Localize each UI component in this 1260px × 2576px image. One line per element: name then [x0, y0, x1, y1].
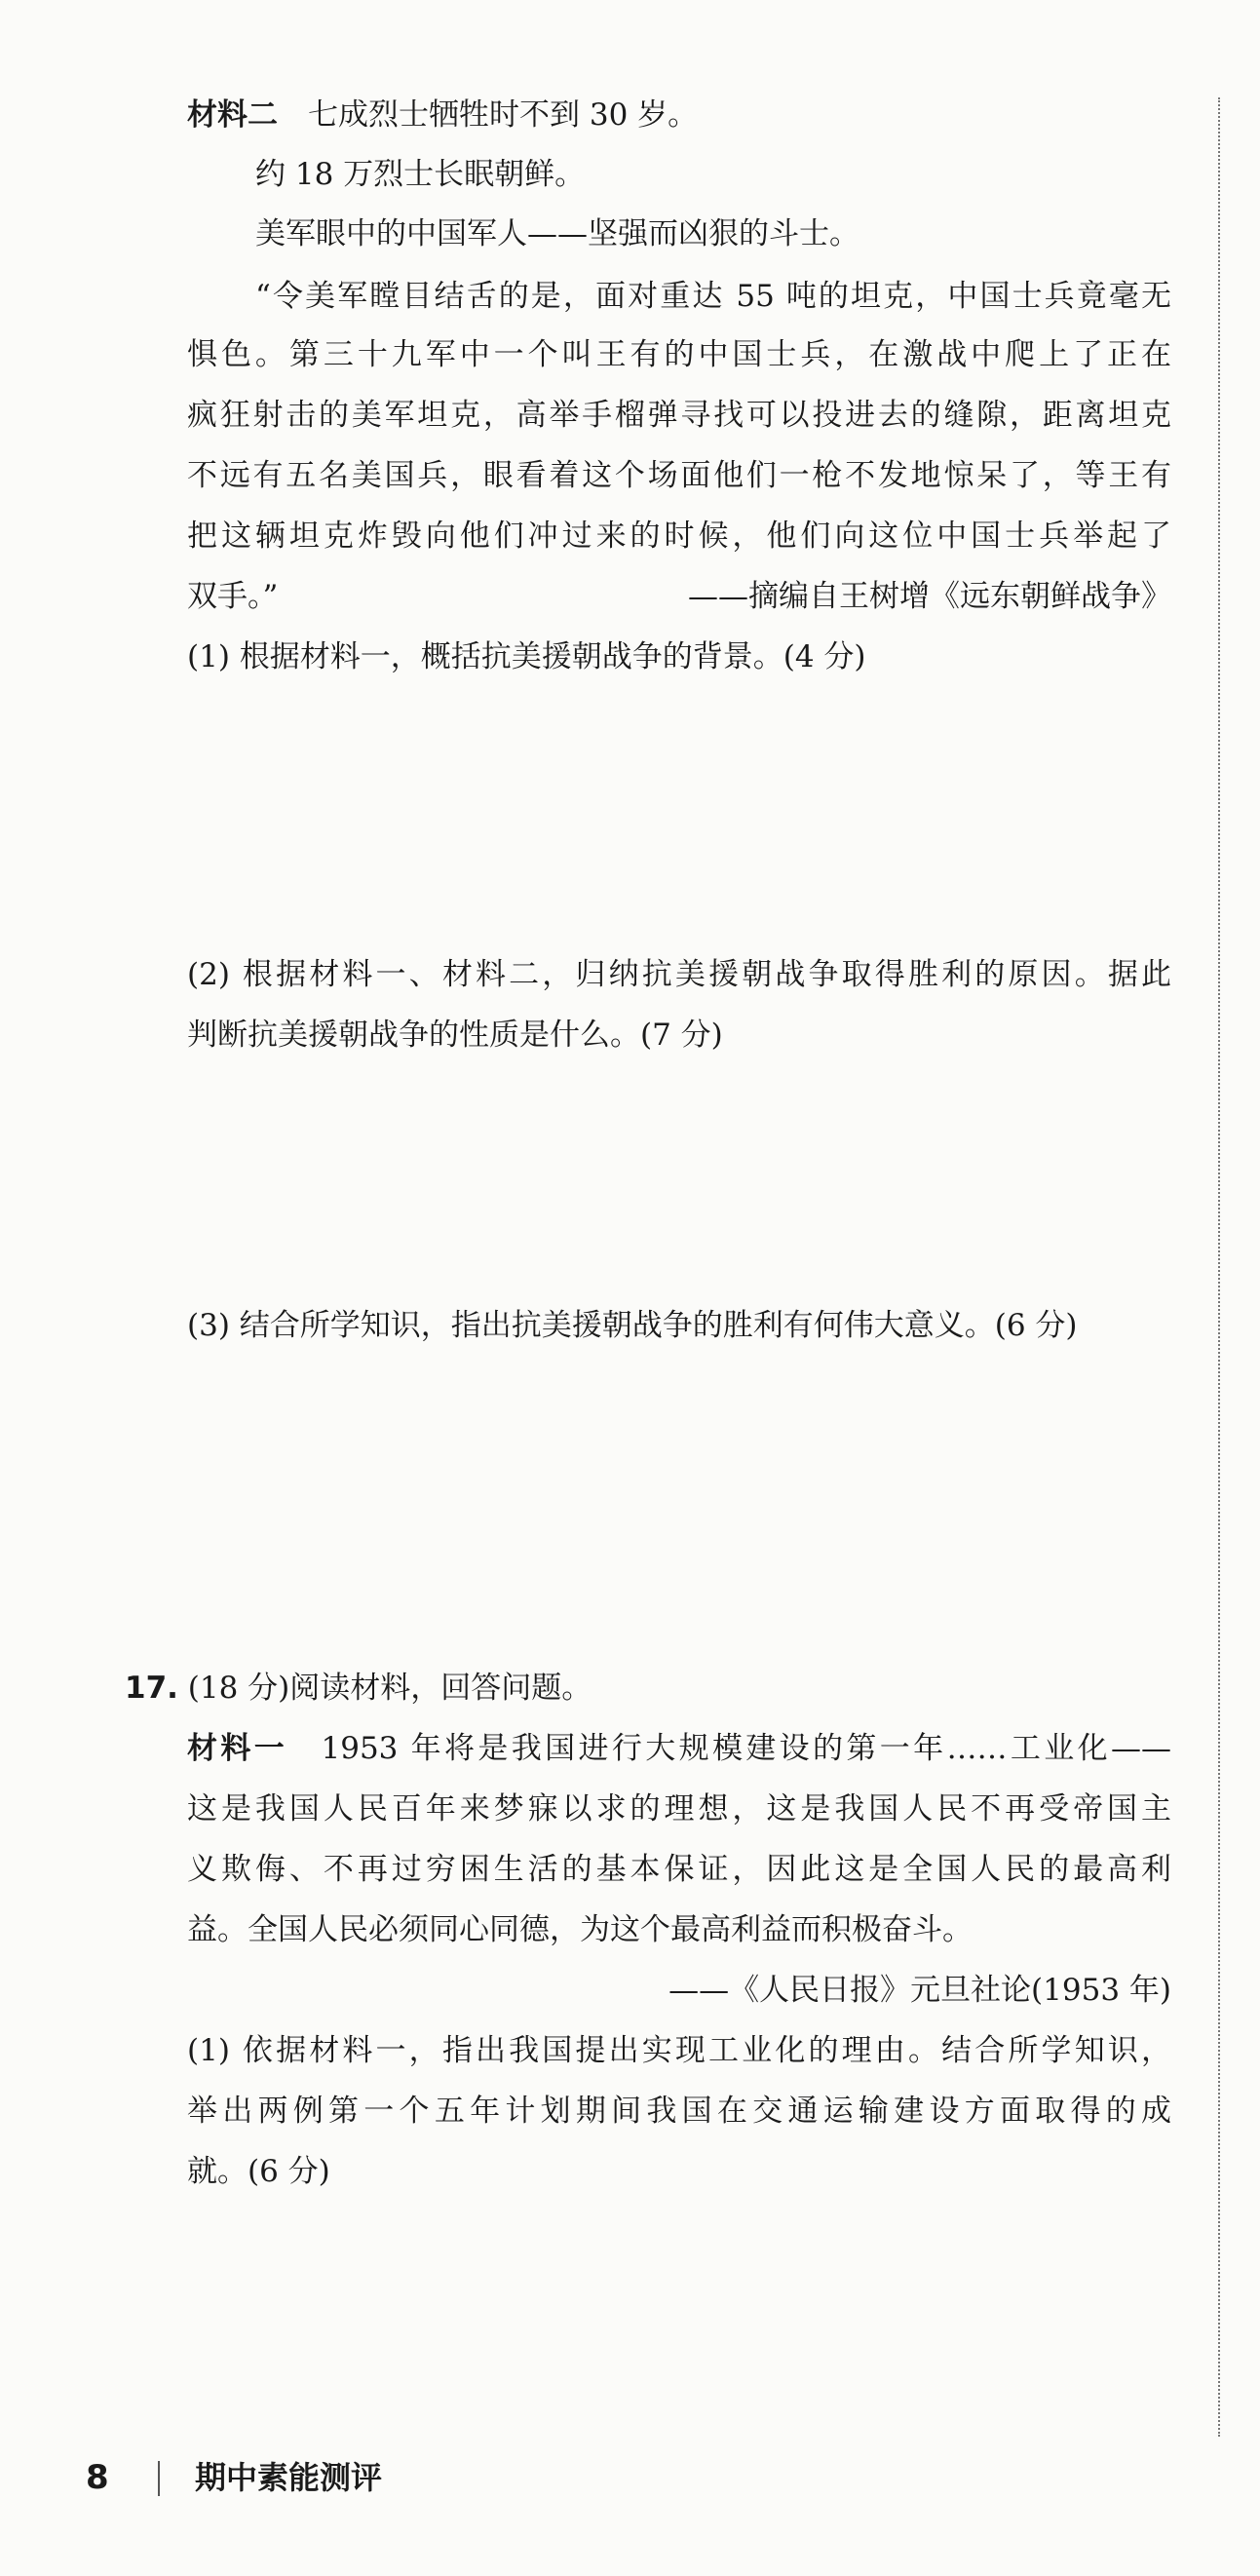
- material-one-text-1: 1953 年将是我国进行大规模建设的第一年……工业化——: [287, 1731, 1172, 1766]
- quote-line-2: 惧色。第三十九军中一个叫王有的中国士兵，在激战中爬上了正在: [187, 337, 1171, 372]
- quote-line-4: 不远有五名美国兵，眼看着这个场面他们一枪不发地惊呆了，等王有: [187, 458, 1171, 493]
- material-one-line-3: 义欺侮、不再过穷困生活的基本保证，因此这是全国人民的最高利: [187, 1852, 1171, 1887]
- question-16-3: (3) 结合所学知识，指出抗美援朝战争的胜利有何伟大意义。(6 分): [187, 1308, 1078, 1343]
- material-two-line-1: [187, 94, 698, 136]
- question-17-1-line-2: 举出两例第一个五年计划期间我国在交通运输建设方面取得的成: [187, 2094, 1171, 2129]
- material-one-line-1: [187, 1727, 1171, 1770]
- quote-line-6: 双手。”: [187, 579, 279, 614]
- material-two-text-1: 七成烈士牺牲时不到 30 岁。: [278, 97, 699, 133]
- question-17-intro: (18 分)阅读材料，回答问题。: [177, 1671, 592, 1706]
- page-number: 8: [86, 2458, 109, 2497]
- quote-line-5: 把这辆坦克炸毁向他们冲过来的时候，他们向这位中国士兵举起了: [187, 519, 1171, 554]
- question-17-number: 17.: [125, 1671, 178, 1706]
- question-16-1: (1) 根据材料一，概括抗美援朝战争的背景。(4 分): [187, 639, 866, 674]
- question-16-2-line-1: (2) 根据材料一、材料二，归纳抗美援朝战争取得胜利的原因。据此: [187, 957, 1171, 992]
- material-two-label: 材料二: [187, 97, 278, 133]
- binding-margin-line: [1218, 97, 1220, 2437]
- material-one-line-4: 益。全国人民必须同心同德，为这个最高利益而积极奋斗。: [187, 1912, 973, 1947]
- footer-divider: [158, 2461, 160, 2496]
- quote-line-3: 疯狂射击的美军坦克，高举手榴弹寻找可以投进去的缝隙，距离坦克: [187, 398, 1171, 433]
- material-one-line-2: 这是我国人民百年来梦寐以求的理想，这是我国人民不再受帝国主: [187, 1791, 1171, 1826]
- question-16-2-line-2: 判断抗美援朝战争的性质是什么。(7 分): [187, 1018, 723, 1053]
- material-one-label: 材料一: [187, 1731, 288, 1766]
- material-two-line-3: 美军眼中的中国军人——坚强而凶狠的斗士。: [255, 216, 859, 251]
- question-17-1-line-1: (1) 依据材料一，指出我国提出实现工业化的理由。结合所学知识，: [187, 2033, 1171, 2068]
- quote-line-1: “令美军瞠目结舌的是，面对重达 55 吨的坦克，中国士兵竟毫无: [255, 279, 1171, 314]
- material-two-line-2: 约 18 万烈士长眠朝鲜。: [255, 157, 586, 192]
- question-17-1-line-3: 就。(6 分): [187, 2154, 330, 2189]
- material-one-source: ——《人民日报》元旦社论(1953 年): [668, 1973, 1171, 2008]
- footer-title: 期中素能测评: [195, 2459, 383, 2496]
- quote-source: ——摘编自王树增《远东朝鲜战争》: [688, 579, 1171, 614]
- question-17-header: [125, 1667, 592, 1710]
